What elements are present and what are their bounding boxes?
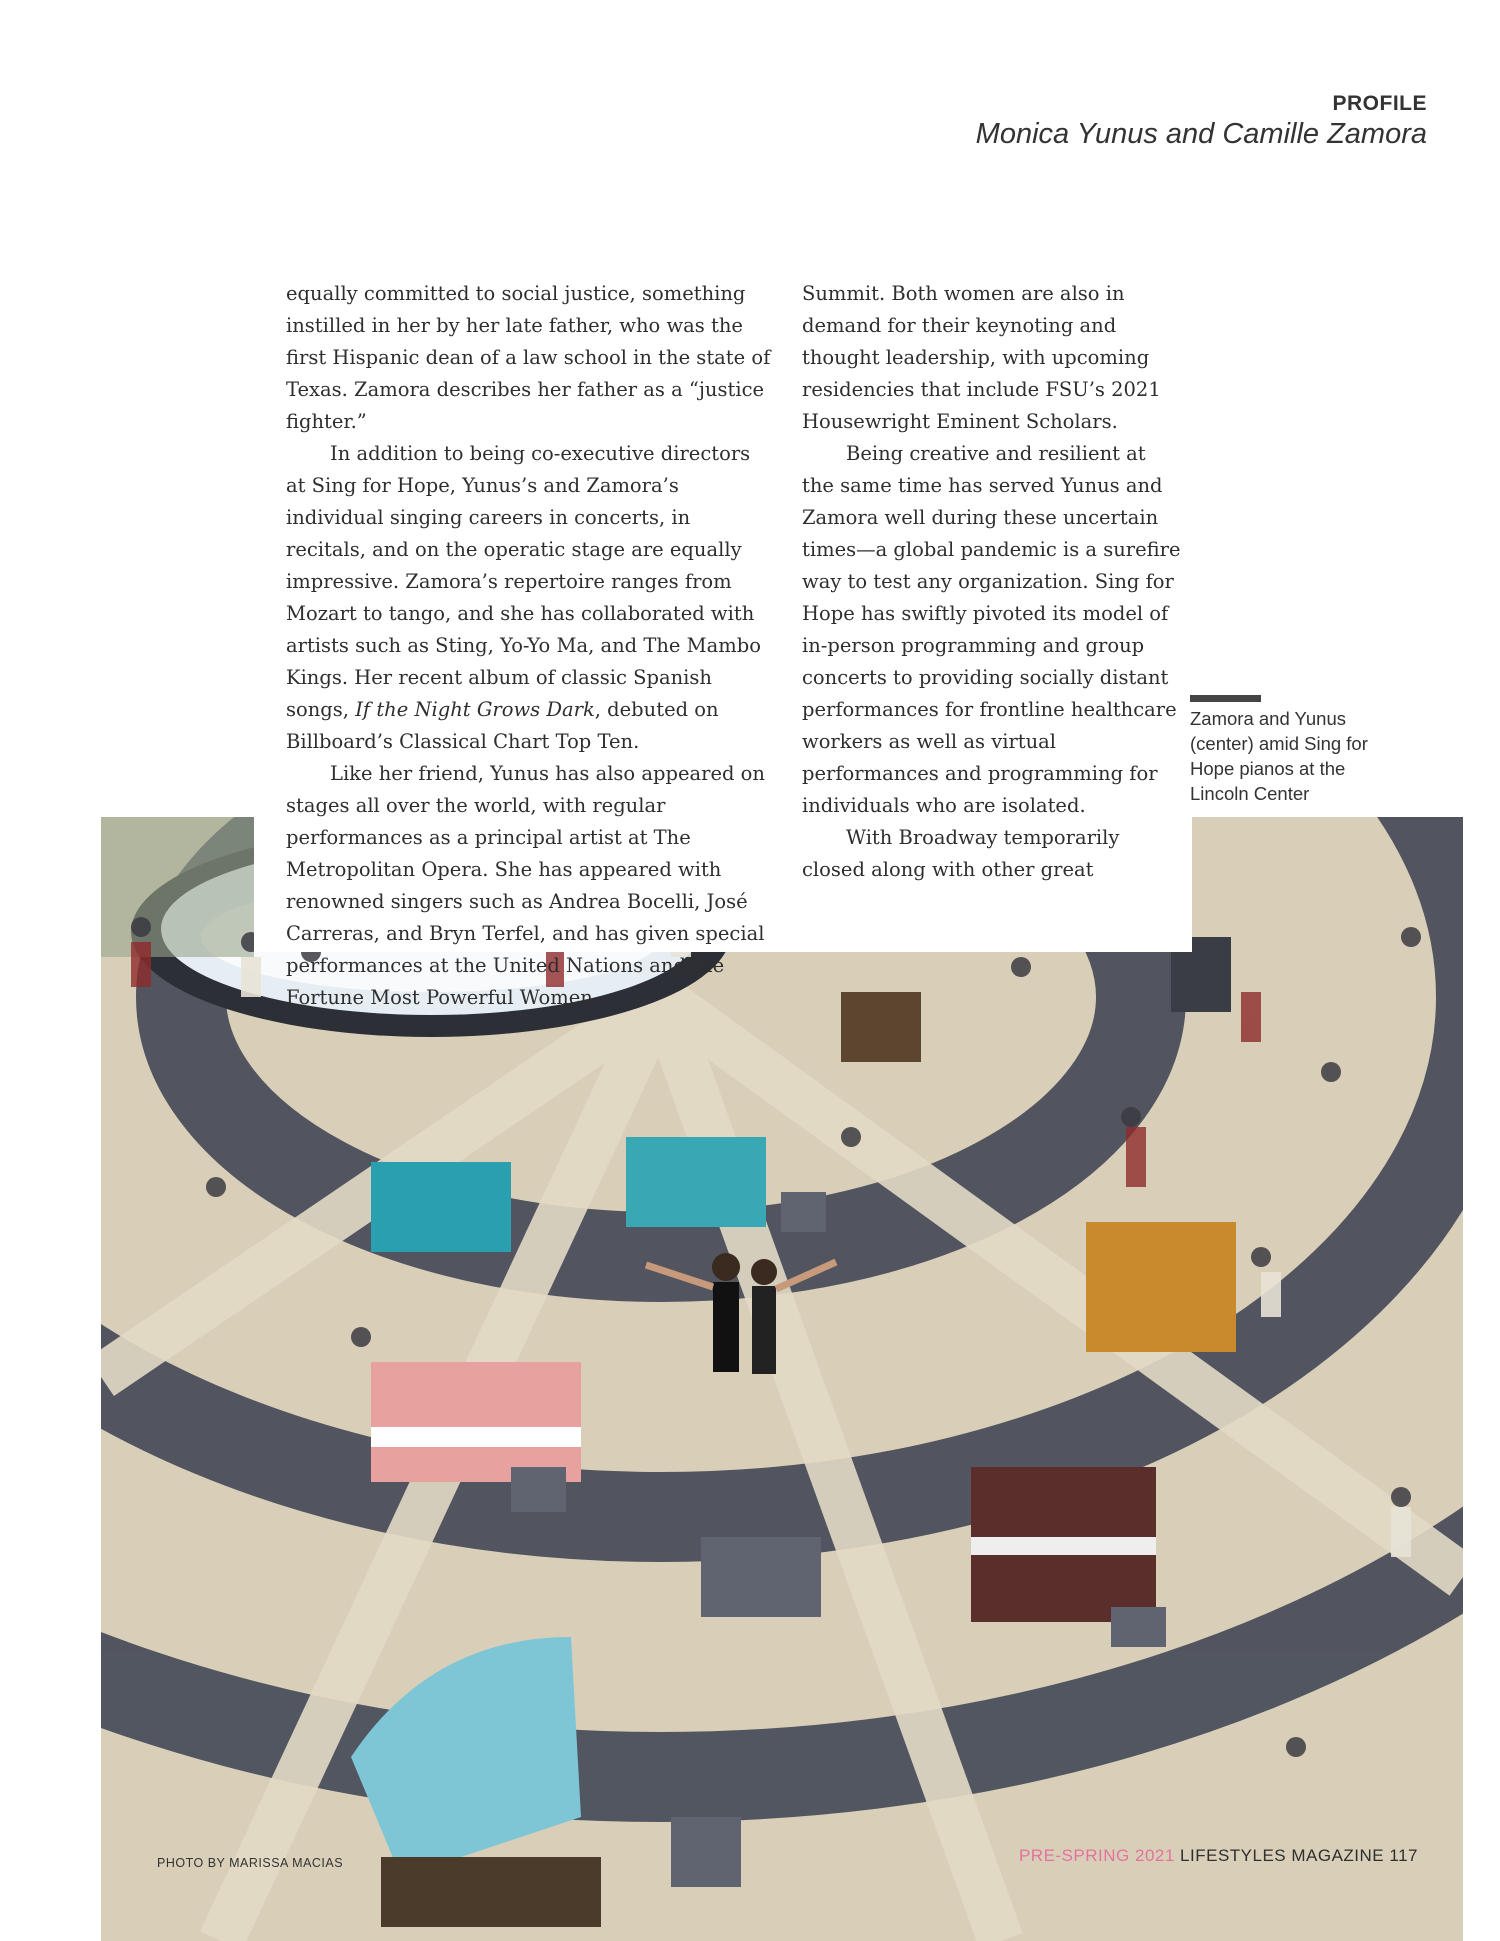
article-text-box <box>254 270 1192 1009</box>
section-label: PROFILE <box>1332 92 1427 115</box>
paragraph: Summit. Both women are also in demand for their keynoting and thought leadership, with upcoming residencies that include FSU’s 2021 Housewright Eminent Scholars. <box>802 282 1161 433</box>
magazine-name: LIFESTYLES MAGAZINE <box>1180 1846 1385 1865</box>
photo-credit: PHOTO BY MARISSA MACIAS <box>157 1856 344 1870</box>
article-column-right <box>802 278 1182 886</box>
paragraph-text: In addition to being co-executive directors at Sing for Hope, Yunus’s and Zamora’s individual singing careers in concerts, in recitals, and on the operatic stage are equally impressive. Zamora’s repertoire ranges from Mozart to tango, and she has collaborated with artists such as Sting, Yo-Yo Ma, and The Mambo Kings. Her recent album of classic Spanish songs, <box>286 442 761 721</box>
paragraph <box>286 438 774 758</box>
caption-rule <box>1190 695 1261 702</box>
article-headline: Monica Yunus and Camille Zamora <box>975 118 1427 150</box>
page-footer <box>1019 1846 1418 1866</box>
paragraph-text: , debuted on Billboard’s Classical Chart Top Ten. <box>286 698 719 753</box>
paragraph: With Broadway temporarily closed along with other great <box>802 826 1120 881</box>
album-title: If the Night Grows Dark <box>355 698 595 721</box>
photo-caption: Zamora and Yunus (center) amid Sing for Hope pianos at the Lincoln Center <box>1190 708 1368 804</box>
article-column-left <box>286 278 774 1014</box>
page-header <box>976 92 1427 151</box>
paragraph: equally committed to social justice, something instilled in her by her late father, who was the first Hispanic dean of a law school in the state of Texas. Zamora describes her father as a “justice fighter.” <box>286 282 771 433</box>
paragraph: Like her friend, Yunus has also appeared on stages all over the world, with regular performances as a principal artist at The Metropolitan Opera. She has appeared with renowned singers such as Andrea Bocelli, José Carreras, and Bryn Terfel, and has given special performances at the United Nations and the Fortune Most Powerful Women <box>286 762 765 1009</box>
issue-label: PRE-SPRING 2021 <box>1018 1846 1175 1865</box>
page-number: 117 <box>1389 1846 1418 1865</box>
paragraph: Being creative and resilient at the same time has served Yunus and Zamora well during these uncertain times—a global pandemic is a surefire way to test any organization. Sing for Hope has swiftly pivoted its model of in-person programming and group concerts to providing socially distant performances for frontline healthcare workers as well as virtual performances and programming for individuals who are isolated. <box>802 442 1181 817</box>
